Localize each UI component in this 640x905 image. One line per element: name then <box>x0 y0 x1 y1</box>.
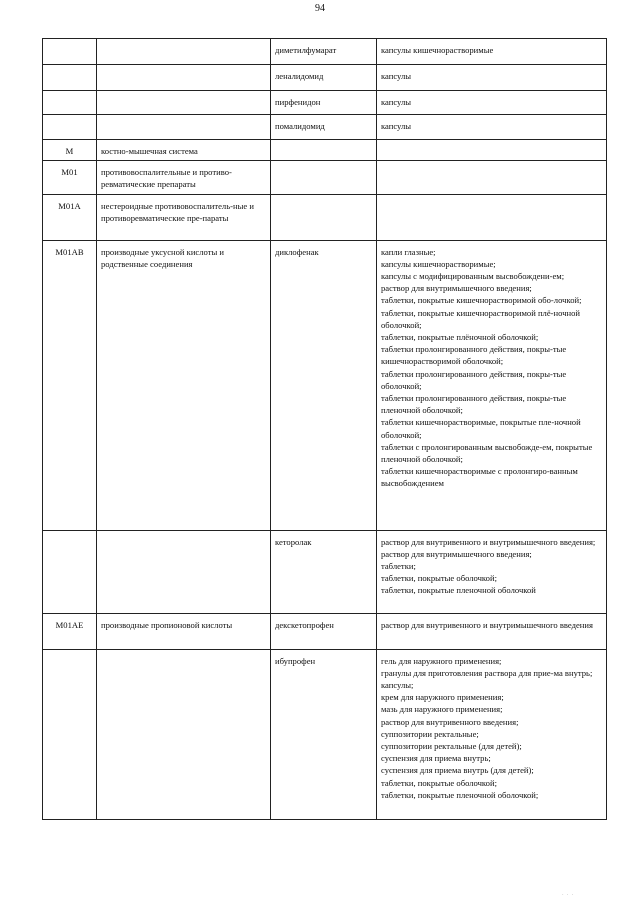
table-row <box>43 115 607 140</box>
dosage-form: раствор для внутривенного введения; <box>381 716 519 727</box>
group-name-cell: производные пропионовой кислоты <box>97 613 271 649</box>
dosage-form: суспензия для приема внутрь (для детей); <box>381 765 534 776</box>
dosage-form: капсулы с модифицированным высвобождени-ем; <box>381 271 565 282</box>
dosage-forms-cell <box>377 140 607 161</box>
atc-code-cell: M01AE <box>43 613 97 649</box>
table-row <box>43 613 607 649</box>
drug-name-cell <box>271 194 377 240</box>
dosage-form: таблетки, покрытые оболочкой; <box>381 777 497 788</box>
group-name-cell <box>97 65 271 91</box>
dosage-form: таблетки с пролонгированным высвобожде-ем, покрытые пленочной оболочкой; <box>381 441 593 465</box>
dosage-form: таблетки, покрытые пленочной оболочкой; <box>381 789 539 800</box>
atc-code-cell <box>43 649 97 819</box>
dosage-form: таблетки, покрытые плёночной оболочкой; <box>381 332 539 343</box>
drug-name-cell: кеторолак <box>271 530 377 613</box>
table-row <box>43 39 607 65</box>
group-name-cell <box>97 115 271 140</box>
dosage-form: мазь для наружного применения; <box>381 704 503 715</box>
group-name-cell <box>97 91 271 115</box>
table-row <box>43 65 607 91</box>
drug-name-cell: диклофенак <box>271 240 377 530</box>
table-row <box>43 161 607 194</box>
dosage-form: гранулы для приготовления раствора для прие-ма внутрь; <box>381 667 593 678</box>
dosage-form: капсулы кишечнорастворимые; <box>381 258 496 269</box>
atc-code-cell <box>43 530 97 613</box>
dosage-form: таблетки, покрытые кишечнорастворимой обо-лочкой; <box>381 295 582 306</box>
drug-name-cell: леналидомид <box>271 65 377 91</box>
dosage-form: таблетки, покрытые пленочной оболочкой <box>381 585 536 596</box>
dosage-form: капсулы кишечнорастворимые <box>381 45 494 55</box>
table-row <box>43 530 607 613</box>
dosage-forms-cell <box>377 194 607 240</box>
dosage-forms-cell <box>377 530 607 613</box>
group-name-cell <box>97 649 271 819</box>
drug-name-cell: помалидомид <box>271 115 377 140</box>
atc-code-cell: M01 <box>43 161 97 194</box>
dosage-forms-cell <box>377 240 607 530</box>
group-name-cell <box>97 39 271 65</box>
dosage-forms-cell <box>377 649 607 819</box>
page-number: 94 <box>315 3 325 14</box>
dosage-form: раствор для внутримышечного введения; <box>381 548 532 559</box>
group-name-cell <box>97 530 271 613</box>
atc-code-cell <box>43 115 97 140</box>
drug-name-cell <box>271 161 377 194</box>
dosage-forms-cell <box>377 91 607 115</box>
dosage-form: крем для наружного применения; <box>381 692 504 703</box>
dosage-forms-cell <box>377 39 607 65</box>
table-row <box>43 240 607 530</box>
table-row <box>43 91 607 115</box>
dosage-form: раствор для внутривенного и внутримышечного введения; <box>381 536 596 547</box>
group-name-cell: противовоспалительные и противо-ревматические препараты <box>97 161 271 194</box>
drug-name-cell: декскетопрофен <box>271 613 377 649</box>
atc-code-cell: M01AB <box>43 240 97 530</box>
drug-table <box>42 38 607 820</box>
drug-name-cell: ибупрофен <box>271 649 377 819</box>
drug-name-cell <box>271 140 377 161</box>
dosage-forms-cell <box>377 161 607 194</box>
dosage-form: раствор для внутримышечного введения; <box>381 283 532 294</box>
dosage-form: гель для наружного применения; <box>381 655 502 666</box>
dosage-forms-cell <box>377 65 607 91</box>
atc-code-cell: M <box>43 140 97 161</box>
group-name-cell: нестероидные противовоспалитель-ные и противоревматические пре-параты <box>97 194 271 240</box>
dosage-form: капсулы <box>381 97 412 107</box>
table-row <box>43 194 607 240</box>
dosage-form: капсулы; <box>381 680 414 691</box>
atc-code-cell: M01A <box>43 194 97 240</box>
dosage-form: капли глазные; <box>381 246 436 257</box>
group-name-cell: производные уксусной кислоты и родственные соединения <box>97 240 271 530</box>
dosage-form: суспензия для приема внутрь; <box>381 753 491 764</box>
dosage-form: раствор для внутривенного и внутримышечного введения <box>381 619 593 630</box>
dosage-form: таблетки пролонгированного действия, покры-тые оболочкой; <box>381 368 567 391</box>
dosage-form: суппозитории ректальные (для детей); <box>381 741 522 752</box>
dosage-form: таблетки; <box>381 561 416 572</box>
drug-name-cell: диметилфумарат <box>271 39 377 65</box>
dosage-form: таблетки кишечнорастворимые, покрытые пле-ночной оболочкой; <box>381 417 581 440</box>
dosage-forms-cell <box>377 613 607 649</box>
dosage-form: таблетки кишечнорастворимые с пролонгиро-ванным высвобождением <box>381 466 578 489</box>
dosage-form: таблетки пролонгированного действия, покры-тые кишечнорастворимой оболочкой; <box>381 344 567 367</box>
table-row <box>43 649 607 819</box>
atc-code-cell <box>43 65 97 91</box>
dosage-form: капсулы <box>381 71 412 81</box>
dosage-form: суппозитории ректальные; <box>381 728 479 739</box>
dosage-form: таблетки, покрытые оболочкой; <box>381 573 497 584</box>
dosage-forms-cell <box>377 115 607 140</box>
dosage-form: таблетки, покрытые кишечнорастворимой плё-ночной оболочкой; <box>381 307 581 330</box>
drug-name-cell: пирфенидон <box>271 91 377 115</box>
dosage-form: таблетки пролонгированного действия, покры-тые пленочной оболочкой; <box>381 393 567 416</box>
table-row <box>43 140 607 161</box>
group-name-cell: костно-мышечная система <box>97 140 271 161</box>
scan-mark: · · · <box>562 893 575 898</box>
atc-code-cell <box>43 39 97 65</box>
dosage-form: капсулы <box>381 121 412 131</box>
atc-code-cell <box>43 91 97 115</box>
